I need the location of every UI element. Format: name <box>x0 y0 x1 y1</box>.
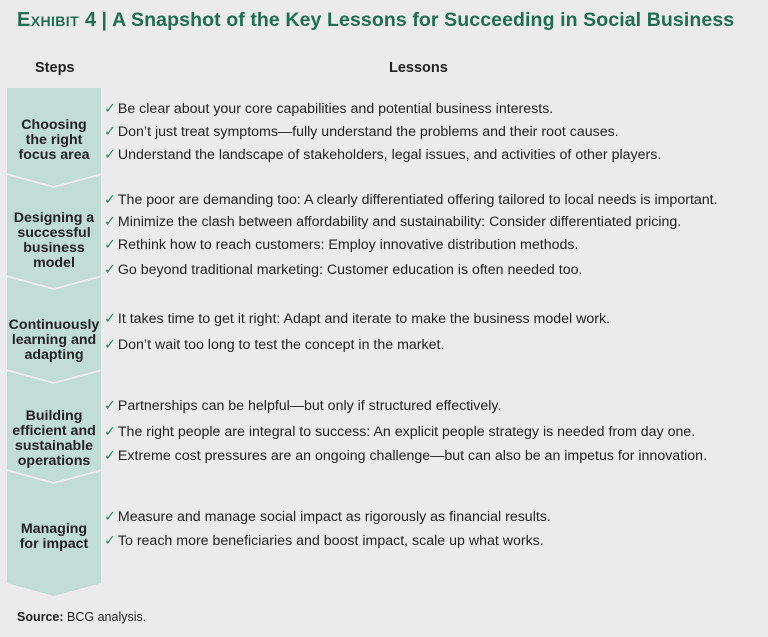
checkmark-icon: ✓ <box>104 101 116 117</box>
lesson-item <box>104 237 578 253</box>
title-text: A Snapshot of the Key Lessons for Succeeding in Social Business <box>112 9 735 31</box>
step-label-line: adapting <box>24 347 84 363</box>
checkmark-icon: ✓ <box>104 337 116 353</box>
checkmark-icon: ✓ <box>104 262 116 278</box>
lesson-text: Rethink how to reach customers: Employ innovative distribution methods. <box>117 237 579 253</box>
step-label <box>4 211 104 271</box>
source-note <box>17 610 146 624</box>
step-label-line: Continuously <box>8 317 100 333</box>
step-label <box>4 522 104 552</box>
step-label-line: Building <box>25 408 83 424</box>
step-label-line: learning and <box>11 332 97 348</box>
step-label <box>4 409 104 469</box>
checkmark-icon: ✓ <box>104 424 116 440</box>
lesson-text: It takes time to get it right: Adapt and iterate to make the business model work. <box>117 311 610 327</box>
lesson-text: Don’t just treat symptoms—fully understand the problems and their root causes. <box>117 124 619 140</box>
lesson-item <box>104 101 553 117</box>
step-label-line: successful <box>17 225 91 241</box>
lesson-item <box>104 311 610 327</box>
lesson-text: Go beyond traditional marketing: Customer education is often needed too. <box>117 262 583 278</box>
checkmark-icon: ✓ <box>104 192 116 208</box>
lesson-text: Partnerships can be helpful—but only if structured effectively. <box>117 398 502 414</box>
checkmark-icon: ✓ <box>104 124 116 140</box>
source-text: BCG analysis. <box>67 610 147 624</box>
step-label-line: model <box>33 255 75 271</box>
lesson-item <box>104 124 619 140</box>
source-label: Source: <box>17 610 64 624</box>
step-label <box>4 118 104 163</box>
checkmark-icon: ✓ <box>104 533 116 549</box>
checkmark-icon: ✓ <box>104 147 116 163</box>
step-label-line: efficient and <box>12 423 96 439</box>
step-label-line: the right <box>25 132 83 148</box>
lesson-item <box>104 192 718 208</box>
lesson-item <box>104 337 444 353</box>
lesson-text: The poor are demanding too: A clearly differentiated offering tailored to local needs is important. <box>117 192 718 208</box>
lesson-text: The right people are integral to success: An explicit people strategy is needed from day one. <box>117 424 696 440</box>
checkmark-icon: ✓ <box>104 214 116 230</box>
lesson-item <box>104 147 661 163</box>
checkmark-icon: ✓ <box>104 448 116 464</box>
lesson-item <box>104 533 544 549</box>
checkmark-icon: ✓ <box>104 398 116 414</box>
lessons-header: Lessons <box>389 60 448 76</box>
step-label-line: Designing a <box>13 210 95 226</box>
exhibit-number: Exhibit 4 <box>17 9 97 31</box>
step-label-line: business <box>23 240 85 256</box>
step-label-line: operations <box>17 453 91 469</box>
step-label <box>4 318 104 363</box>
lesson-text: Understand the landscape of stakeholders, legal issues, and activities of other players. <box>117 147 662 163</box>
checkmark-icon: ✓ <box>104 237 116 253</box>
lesson-text: To reach more beneficiaries and boost impact, scale up what works. <box>117 533 544 549</box>
step-label-line: sustainable <box>14 438 94 454</box>
title-separator: | <box>101 9 108 31</box>
lesson-text: Don’t wait too long to test the concept in the market. <box>117 337 445 353</box>
step-label-line: Choosing <box>21 117 87 133</box>
lesson-text: Minimize the clash between affordability and sustainability: Consider differentiated pricing. <box>117 214 682 230</box>
lesson-item <box>104 509 551 525</box>
lesson-item <box>104 424 695 440</box>
lesson-item <box>104 398 501 414</box>
lesson-item <box>104 448 707 464</box>
step-label-line: Managing <box>20 521 88 537</box>
lesson-text: Measure and manage social impact as rigorously as financial results. <box>117 509 551 525</box>
lesson-item <box>104 262 582 278</box>
step-label-line: focus area <box>18 147 90 163</box>
lesson-item <box>104 214 681 230</box>
lesson-text: Extreme cost pressures are an ongoing challenge—but can also be an impetus for innovation. <box>117 448 708 464</box>
lesson-text: Be clear about your core capabilities and potential business interests. <box>117 101 554 117</box>
checkmark-icon: ✓ <box>104 509 116 525</box>
checkmark-icon: ✓ <box>104 311 116 327</box>
step-label-line: for impact <box>19 536 89 552</box>
steps-header: Steps <box>35 60 75 76</box>
